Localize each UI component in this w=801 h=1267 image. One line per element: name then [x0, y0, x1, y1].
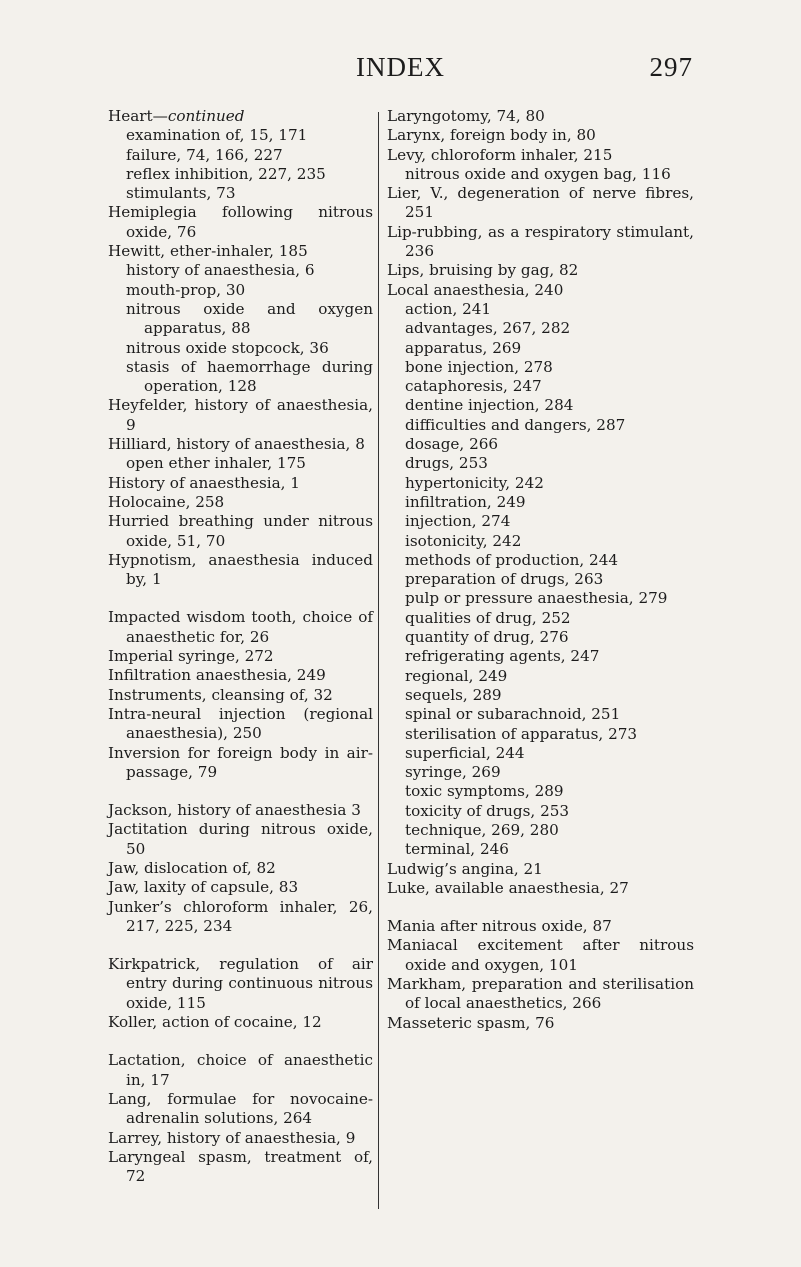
entry-text: Lang, formulae for novocaine-adrenalin solutions, 264: [108, 1089, 373, 1128]
index-subentry: [387, 474, 694, 493]
entry-text: Jaw, laxity of capsule, 83: [108, 878, 299, 897]
entry-text: stasis of haemorrhage during operation, 128: [126, 357, 373, 396]
index-entry: [108, 242, 373, 261]
entry-text: spinal or subarachnoid, 251: [405, 705, 621, 724]
entry-text: Ludwig’s angina, 21: [387, 859, 543, 878]
index-subentry: [387, 647, 694, 666]
entry-text: refrigerating agents, 247: [405, 647, 600, 666]
entry-text: Luke, available anaesthesia, 27: [387, 878, 629, 897]
entry-text: stimulants, 73: [126, 184, 236, 203]
entry-text: Junker’s chloroform inhaler, 26, 217, 225, 234: [108, 897, 373, 935]
page-header: [0, 52, 801, 86]
index-entry: [108, 666, 373, 685]
entry-text: sequels, 289: [405, 685, 502, 704]
index-subentry: [387, 435, 694, 454]
entry-text: Jackson, history of anaesthesia 3: [108, 801, 361, 820]
entry-text: preparation of drugs, 263: [405, 570, 604, 589]
index-subentry: [387, 493, 694, 512]
index-subentry: [387, 628, 694, 647]
entry-text: drugs, 253: [405, 454, 488, 473]
entry-text: nitrous oxide and oxygen bag, 116: [405, 164, 671, 183]
index-subentry: [387, 802, 694, 821]
index-entry: [108, 1013, 373, 1032]
index-subentry: [387, 300, 694, 319]
entry-text: pulp or pressure anaesthesia, 279: [405, 589, 668, 608]
entry-text: Laryngeal spasm, treatment of, 72: [108, 1147, 373, 1186]
entry-text: Hypnotism, anaesthesia induced by, 1: [108, 550, 373, 589]
entry-text: Lier, V., degeneration of nerve fibres, 251: [387, 184, 694, 222]
index-entry: [387, 975, 694, 1014]
entry-text: difficulties and dangers, 287: [405, 415, 626, 434]
entry-text: Instruments, cleansing of, 32: [108, 685, 333, 704]
entry-text: dentine injection, 284: [405, 396, 574, 415]
entry-text: toxicity of drugs, 253: [405, 801, 570, 820]
entry-text: Heart—: [108, 107, 168, 125]
index-entry: [387, 936, 694, 975]
entry-text: Larrey, history of anaesthesia, 9: [108, 1128, 356, 1147]
index-subentry: [387, 570, 694, 589]
entry-text: Lip-rubbing, as a respiratory stimulant, 236: [387, 222, 694, 261]
entry-text: Masseteric spasm, 76: [387, 1013, 555, 1032]
entry-text: Lips, bruising by gag, 82: [387, 261, 579, 280]
index-subentry: [108, 261, 373, 280]
entry-text: Maniacal excitement after nitrous oxide and oxygen, 101: [387, 936, 694, 974]
entry-text: advantages, 267, 282: [405, 319, 571, 338]
index-entry: [108, 396, 373, 435]
index-entry: [108, 493, 373, 512]
entry-text: Local anaesthesia, 240: [387, 280, 564, 299]
index-entry: [108, 647, 373, 666]
index-entry: [108, 107, 373, 126]
index-entry: [387, 146, 694, 165]
index-subentry: [108, 165, 373, 184]
index-subentry: [387, 358, 694, 377]
index-entry: [387, 126, 694, 145]
entry-text: reflex inhibition, 227, 235: [126, 164, 326, 183]
entry-text: action, 241: [405, 299, 492, 318]
index-subentry: [108, 358, 373, 397]
index-entry: [387, 917, 694, 936]
index-entry: [108, 878, 373, 897]
entry-text: Larynx, foreign body in, 80: [387, 126, 596, 145]
index-subentry: [387, 744, 694, 763]
letter-section-gap: [108, 782, 373, 801]
entry-text: technique, 269, 280: [405, 820, 559, 839]
entry-text: Intra-neural injection (regional anaesthesia), 250: [108, 704, 373, 743]
index-entry: [108, 474, 373, 493]
entry-text: examination of, 15, 171: [126, 126, 308, 145]
entry-text: bone injection, 278: [405, 357, 553, 376]
letter-section-gap: [108, 936, 373, 955]
index-subentry: [387, 454, 694, 473]
entry-text: injection, 274: [405, 512, 511, 531]
entry-text: Markham, preparation and sterilisation of local anaesthetics, 266: [387, 975, 694, 1013]
entry-text: Hewitt, ether-inhaler, 185: [108, 242, 308, 261]
index-entry: [108, 955, 373, 1013]
entry-text: methods of production, 244: [405, 550, 619, 569]
index-entry: [387, 261, 694, 280]
index-entry: [108, 1129, 373, 1148]
index-column-right: [387, 107, 694, 1033]
index-subentry: [387, 319, 694, 338]
index-entry: [108, 1148, 373, 1187]
index-subentry: [387, 377, 694, 396]
entry-text: Inversion for foreign body in air-passage, 79: [108, 743, 373, 781]
entry-text: mouth-prop, 30: [126, 280, 246, 299]
index-subentry: [387, 686, 694, 705]
column-divider: [378, 112, 379, 1209]
entry-text: Heyfelder, history of anaesthesia, 9: [108, 396, 373, 434]
index-entry: [108, 435, 373, 454]
index-entry: [108, 608, 373, 647]
entry-text: failure, 74, 166, 227: [126, 145, 283, 164]
index-subentry: [387, 763, 694, 782]
index-subentry: [387, 821, 694, 840]
entry-text: dosage, 266: [405, 435, 499, 454]
index-subentry: [387, 782, 694, 801]
entry-text: Kirkpatrick, regulation of air entry during continuous nitrous oxide, 115: [108, 955, 373, 1012]
entry-text: hypertonicity, 242: [405, 473, 544, 492]
entry-text: Hemiplegia following nitrous oxide, 76: [108, 203, 373, 241]
index-subentry: [387, 725, 694, 744]
index-entry: [108, 744, 373, 783]
index-subentry: [108, 281, 373, 300]
entry-text: Lactation, choice of anaesthetic in, 17: [108, 1051, 373, 1089]
index-subentry: [387, 512, 694, 531]
entry-text: toxic symptoms, 289: [405, 782, 564, 801]
index-column-left: [108, 107, 373, 1186]
entry-text: infiltration, 249: [405, 492, 526, 511]
entry-text: Hurried breathing under nitrous oxide, 51, 70: [108, 512, 373, 550]
index-subentry: [387, 339, 694, 358]
entry-text: open ether inhaler, 175: [126, 454, 306, 473]
entry-text: Levy, chloroform inhaler, 215: [387, 145, 613, 164]
index-subentry: [387, 551, 694, 570]
entry-text: Koller, action of cocaine, 12: [108, 1013, 322, 1032]
index-entry: [387, 107, 694, 126]
entry-text: isotonicity, 242: [405, 531, 522, 550]
entry-text: Mania after nitrous oxide, 87: [387, 917, 612, 936]
index-entry: [387, 223, 694, 262]
index-entry: [108, 686, 373, 705]
index-entry: [108, 859, 373, 878]
index-subentry: [387, 667, 694, 686]
entry-text: regional, 249: [405, 666, 508, 685]
entry-text: apparatus, 269: [405, 338, 522, 357]
index-entry: [387, 1014, 694, 1033]
index-subentry: [387, 609, 694, 628]
entry-text: superficial, 244: [405, 743, 525, 762]
index-subentry: [108, 454, 373, 473]
letter-section-gap: [108, 589, 373, 608]
page-number: 297: [649, 52, 693, 82]
page-title: INDEX: [356, 52, 445, 82]
index-subentry: [387, 396, 694, 415]
index-entry: [108, 820, 373, 859]
index-entry: [387, 879, 694, 898]
entry-text: qualities of drug, 252: [405, 608, 571, 627]
index-entry: [108, 1090, 373, 1129]
letter-section-gap: [108, 1032, 373, 1051]
index-subentry: [108, 339, 373, 358]
letter-section-gap: [387, 898, 694, 917]
entry-text: Jactitation during nitrous oxide, 50: [108, 820, 373, 858]
entry-text: syringe, 269: [405, 763, 501, 782]
index-subentry: [387, 165, 694, 184]
index-subentry: [108, 146, 373, 165]
index-entry: [387, 860, 694, 879]
entry-text: Holocaine, 258: [108, 492, 225, 511]
index-subentry: [387, 416, 694, 435]
entry-continued-label: continued: [167, 107, 245, 125]
entry-text: Imperial syringe, 272: [108, 647, 274, 666]
index-subentry: [108, 184, 373, 203]
index-entry: [108, 1051, 373, 1090]
entry-text: Laryngotomy, 74, 80: [387, 107, 545, 125]
index-entry: [108, 801, 373, 820]
index-subentry: [387, 840, 694, 859]
index-entry: [387, 184, 694, 223]
entry-text: Impacted wisdom tooth, choice of anaesthetic for, 26: [108, 608, 373, 646]
entry-text: cataphoresis, 247: [405, 377, 542, 396]
index-entry: [108, 551, 373, 590]
index-entry: [387, 281, 694, 300]
entry-text: Jaw, dislocation of, 82: [108, 858, 276, 877]
index-subentry: [387, 589, 694, 608]
entry-text: nitrous oxide stopcock, 36: [126, 338, 329, 357]
index-subentry: [108, 126, 373, 145]
entry-text: Infiltration anaesthesia, 249: [108, 666, 326, 685]
entry-text: history of anaesthesia, 6: [126, 261, 315, 280]
entry-text: terminal, 246: [405, 840, 509, 859]
index-entry: [108, 512, 373, 551]
index-entry: [108, 705, 373, 744]
entry-text: Hilliard, history of anaesthesia, 8: [108, 435, 365, 454]
index-subentry: [387, 532, 694, 551]
entry-text: History of anaesthesia, 1: [108, 473, 300, 492]
entry-text: nitrous oxide and oxygen apparatus, 88: [126, 299, 373, 338]
index-entry: [108, 898, 373, 937]
index-subentry: [108, 300, 373, 339]
entry-text: quantity of drug, 276: [405, 628, 569, 647]
entry-text: sterilisation of apparatus, 273: [405, 724, 638, 743]
index-subentry: [387, 705, 694, 724]
index-entry: [108, 203, 373, 242]
